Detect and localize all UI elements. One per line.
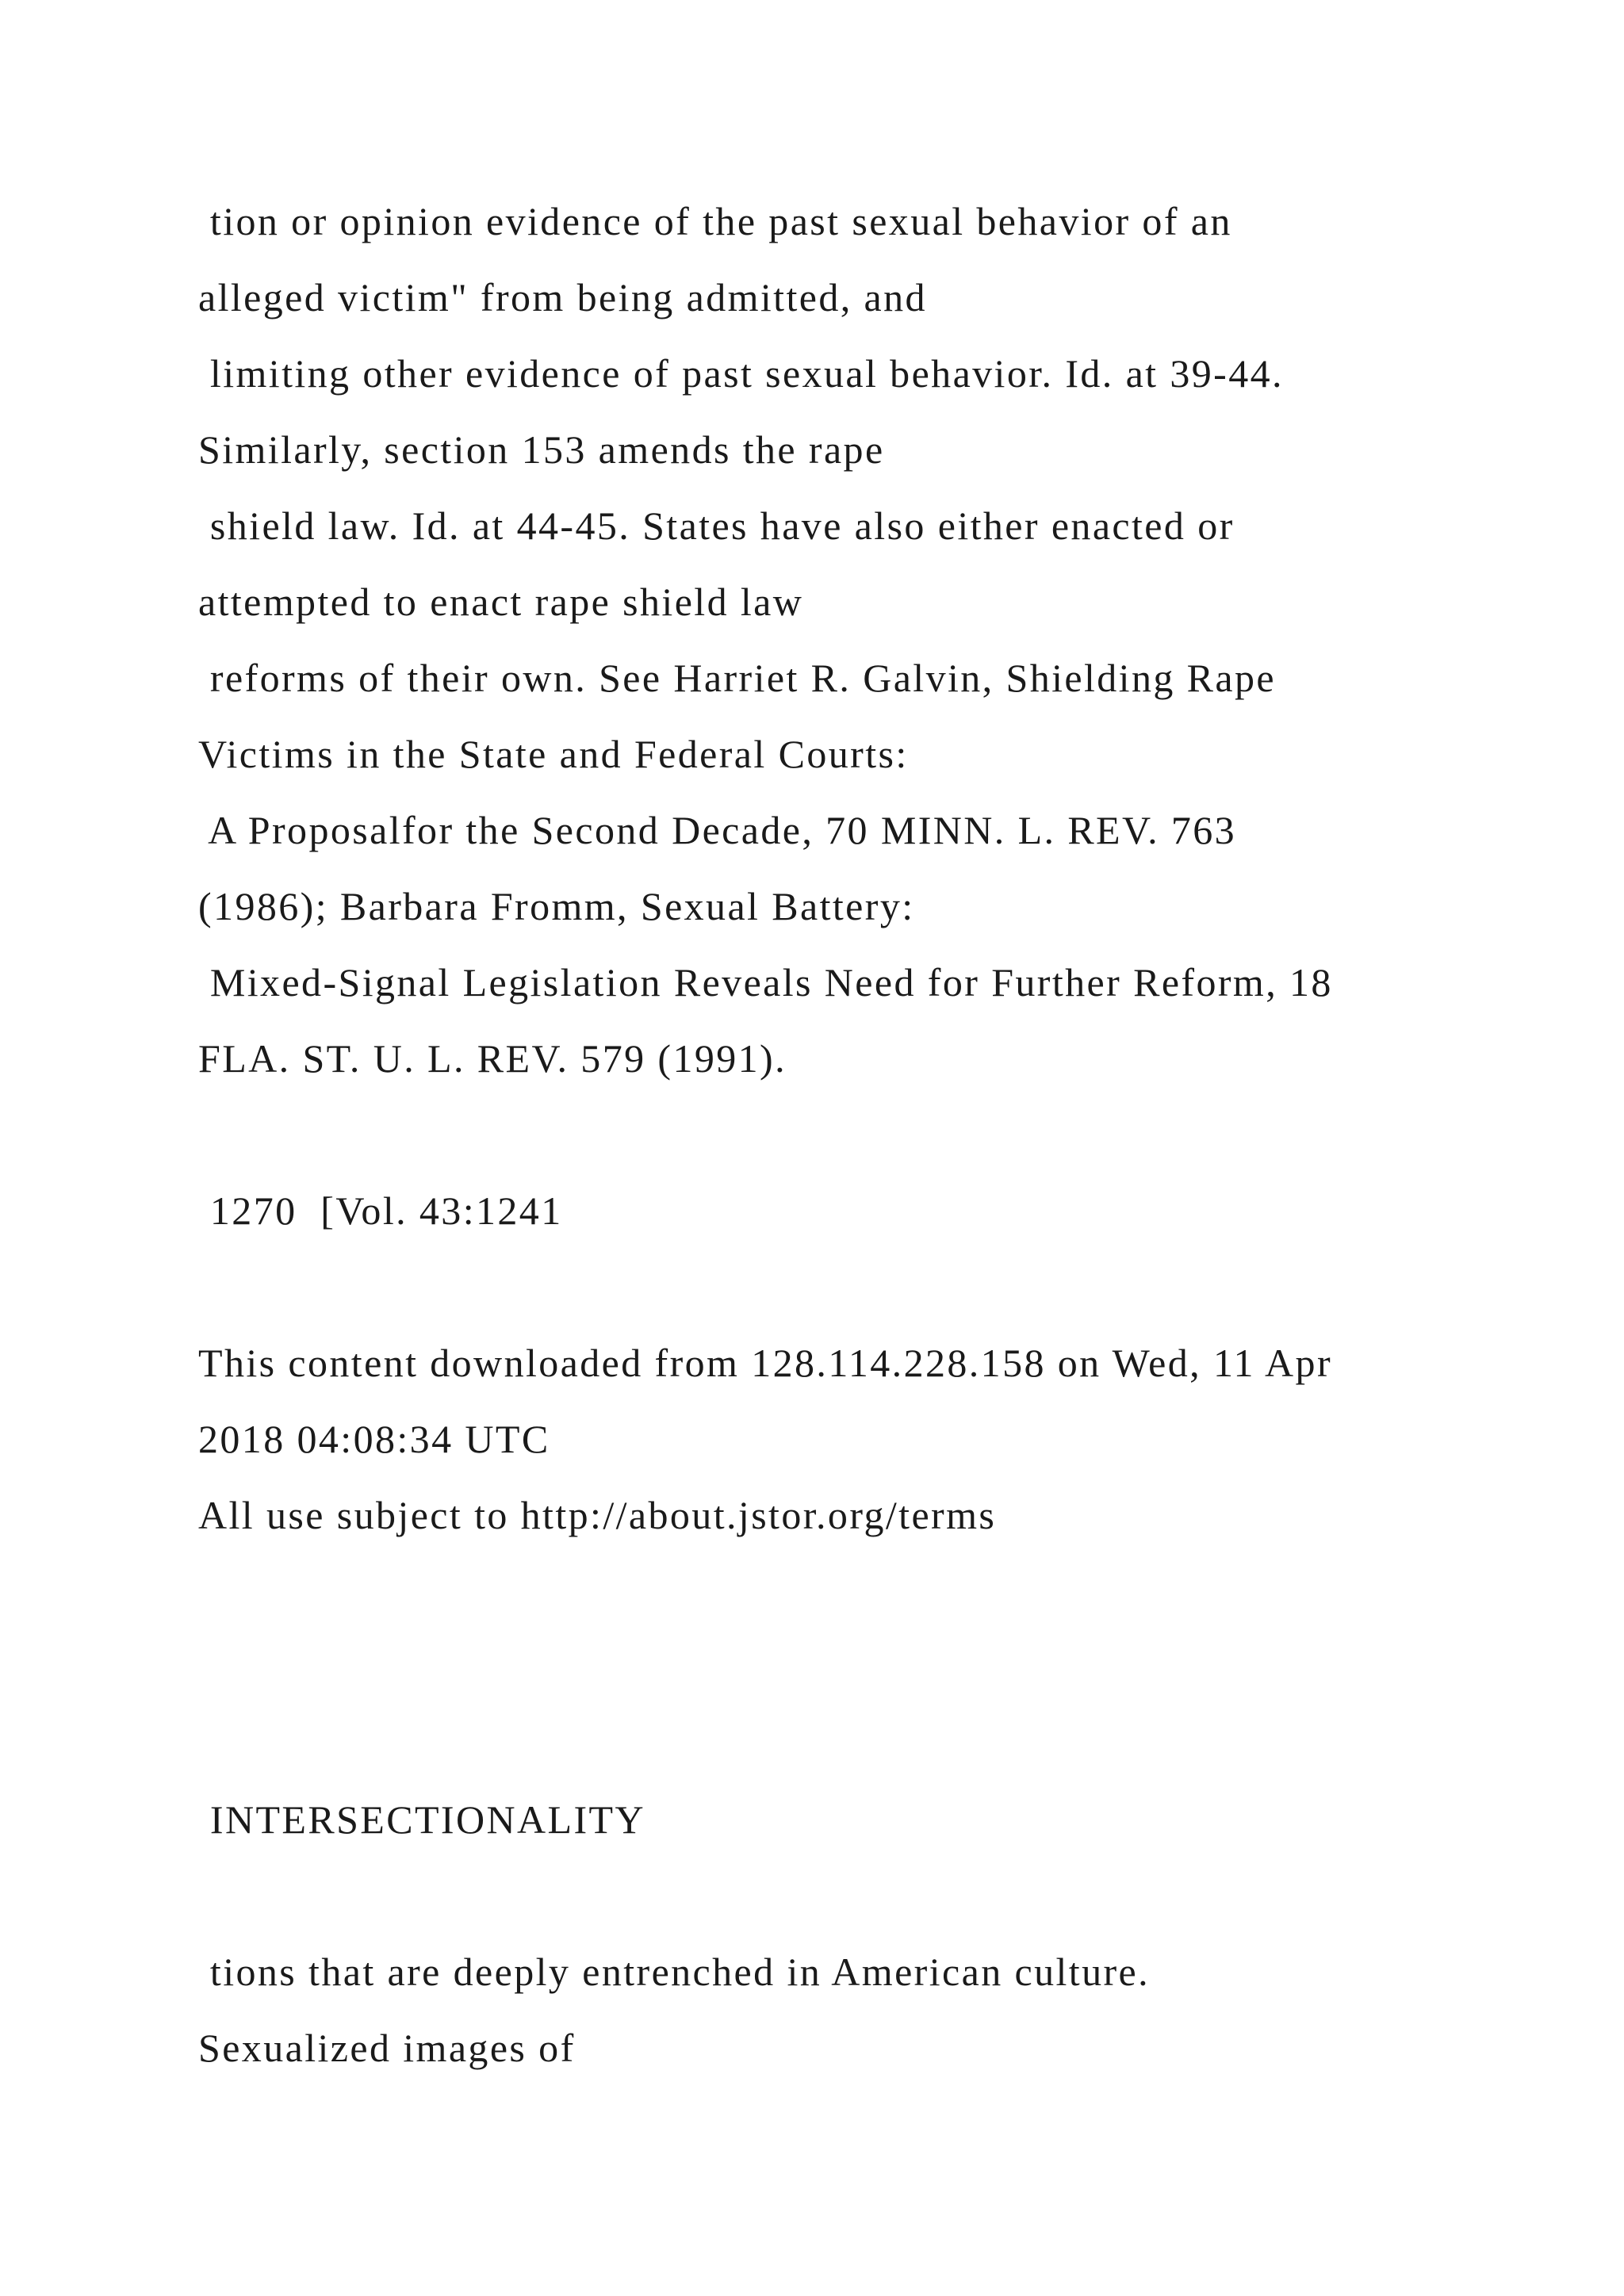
- footnote-line: limiting other evidence of past sexual behavior. Id. at 39-44.: [198, 351, 1284, 396]
- download-notice-line: 2018 04:08:34 UTC: [198, 1417, 550, 1461]
- page-header: 1270 [Vol. 43:1241: [198, 1188, 563, 1233]
- footnote-line: Similarly, section 153 amends the rape: [198, 427, 885, 472]
- footnote-line: FLA. ST. U. L. REV. 579 (1991).: [198, 1036, 787, 1081]
- footnote-line: attempted to enact rape shield law: [198, 580, 804, 624]
- body-line: Sexualized images of: [198, 2026, 576, 2070]
- footnote-line: reforms of their own. See Harriet R. Galvin, Shielding Rape: [198, 656, 1276, 700]
- footnote-line: A Proposalfor the Second Decade, 70 MINN. L. REV. 763: [198, 808, 1237, 852]
- footnote-line: shield law. Id. at 44-45. States have also either enacted or: [198, 503, 1235, 548]
- footnote-line: alleged victim" from being admitted, and: [198, 275, 927, 320]
- body-line: tions that are deeply entrenched in American culture.: [198, 1950, 1151, 1994]
- download-notice-line: This content downloaded from 128.114.228.158 on Wed, 11 Apr: [198, 1341, 1333, 1385]
- running-head: INTERSECTIONALITY: [198, 1797, 645, 1842]
- footnote-line: tion or opinion evidence of the past sexual behavior of an: [198, 199, 1232, 243]
- footnote-line: Victims in the State and Federal Courts:: [198, 732, 909, 776]
- footnote-line: Mixed-Signal Legislation Reveals Need for Further Reform, 18: [198, 960, 1333, 1004]
- download-notice-link[interactable]: All use subject to http://about.jstor.org/terms: [198, 1493, 997, 1537]
- footnote-line: (1986); Barbara Fromm, Sexual Battery:: [198, 884, 915, 928]
